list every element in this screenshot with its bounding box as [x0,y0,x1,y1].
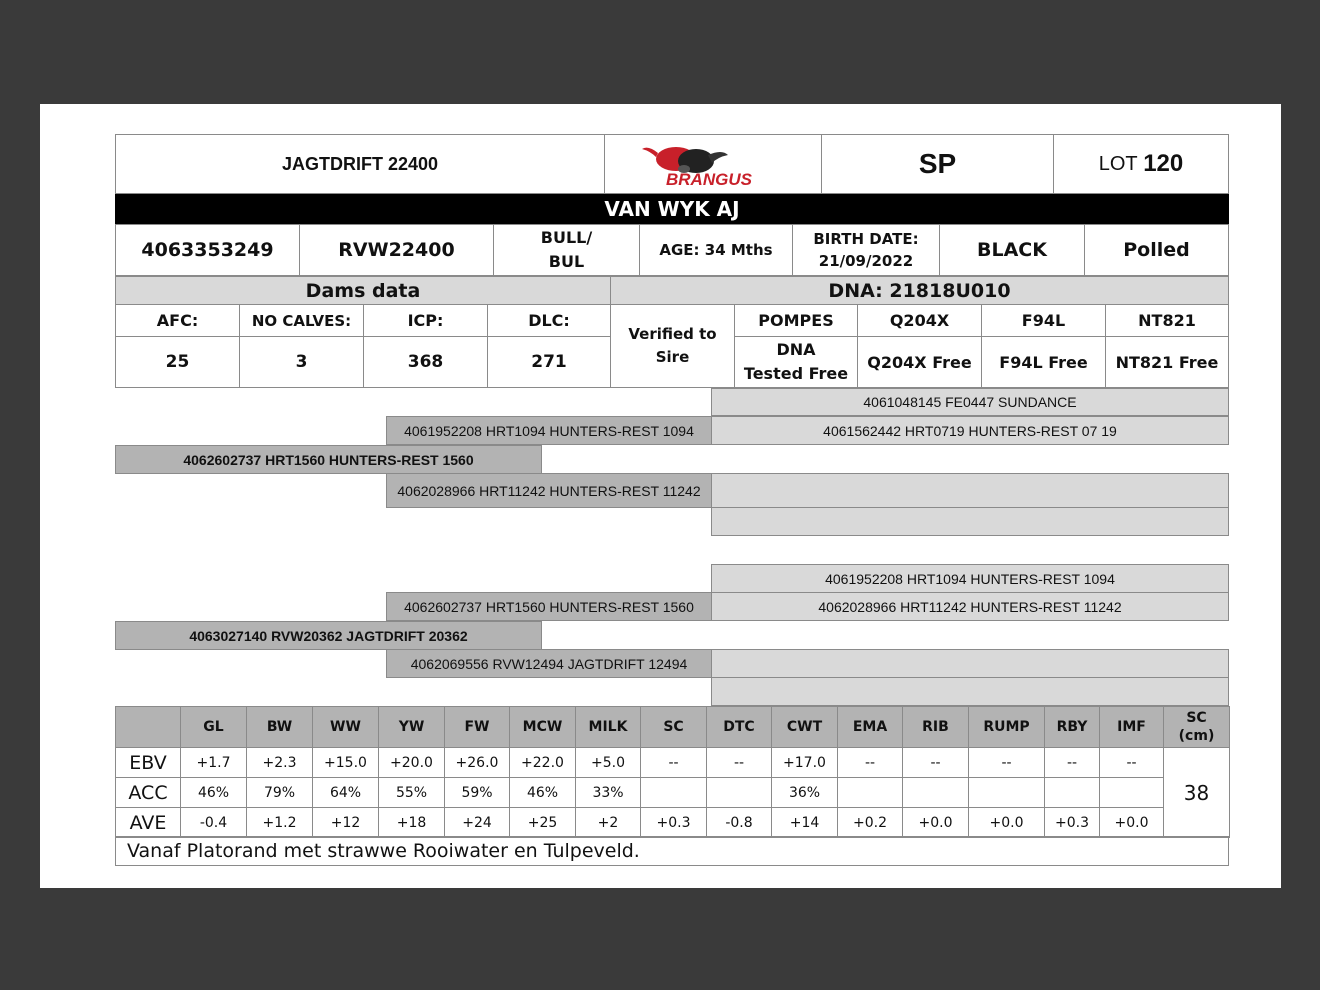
brangus-logo [604,134,822,194]
ebv-header-row [116,707,1230,748]
colour: BLACK [939,224,1085,276]
ebv-cell: +2.3 [247,748,313,778]
sex [493,224,640,276]
row-label: AVE [116,808,181,838]
verified-line1: Verified to [628,325,717,343]
ebv-header: SC [641,707,707,748]
row-label: ACC [116,778,181,808]
pedigree-sire: 4062602737 HRT1560 HUNTERS-REST 1560 [115,445,542,474]
ebv-header: RUMP [969,707,1045,748]
dlc-value: 271 [487,336,611,388]
ave-cell: +0.0 [903,808,969,838]
dlc-label: DLC: [487,304,611,337]
birth-date-label: BIRTH DATE: [813,230,919,248]
ebv-cell: -- [903,748,969,778]
ebv-cell: -- [707,748,772,778]
f94l-label: F94L [981,304,1106,337]
q204x-result: Q204X Free [857,336,982,388]
verified-to-sire [610,304,735,388]
horn-status: Polled [1084,224,1229,276]
f94l-result: F94L Free [981,336,1106,388]
birth-date [792,224,940,276]
acc-cell [707,778,772,808]
icp-label: ICP: [363,304,488,337]
ave-cell: +1.2 [247,808,313,838]
ave-cell: +18 [379,808,445,838]
row-label: EBV [116,748,181,778]
ebv-cell: -- [641,748,707,778]
class-code: SP [821,134,1054,194]
acc-cell [1100,778,1164,808]
pedigree-dam-dam-sire [711,649,1229,678]
acc-cell: 33% [576,778,641,808]
dna-title: DNA: 21818U010 [610,276,1229,305]
ebv-cell: +5.0 [576,748,641,778]
animal-name: JAGTDRIFT 22400 [115,134,605,194]
acc-cell: 55% [379,778,445,808]
pedigree-dam-sire: 4062602737 HRT1560 HUNTERS-REST 1560 [386,592,712,621]
pompes-label: POMPES [734,304,858,337]
ebv-cell: +22.0 [510,748,576,778]
ebv-cell: -- [969,748,1045,778]
ave-cell: -0.4 [181,808,247,838]
sc-header-line2: (cm) [1178,728,1215,744]
ebv-header: MILK [576,707,641,748]
ave-cell: +0.0 [1100,808,1164,838]
pedigree-dam-sire-sire: 4061952208 HRT1094 HUNTERS-REST 1094 [711,564,1229,593]
animal-id: 4063353249 [115,224,300,276]
lot-box [1053,134,1229,194]
ebv-header: RBY [1045,707,1100,748]
icp-value: 368 [363,336,488,388]
ebv-cell: +17.0 [772,748,838,778]
logo-text: BRANGUS [666,170,752,189]
ebv-corner [116,707,181,748]
acc-cell [903,778,969,808]
ave-cell: -0.8 [707,808,772,838]
no-calves-value: 3 [239,336,364,388]
registration-number: RVW22400 [299,224,494,276]
ebv-header: IMF [1100,707,1164,748]
acc-cell: 59% [445,778,510,808]
owner-bar: VAN WYK AJ [115,194,1229,224]
ebv-header: DTC [707,707,772,748]
sex-line1: BULL/ [540,228,593,247]
age: AGE: 34 Mths [639,224,793,276]
pedigree-dam-dam: 4062069556 RVW12494 JAGTDRIFT 12494 [386,649,712,678]
acc-cell: 36% [772,778,838,808]
pedigree-dam: 4063027140 RVW20362 JAGTDRIFT 20362 [115,621,542,650]
ave-cell: +0.2 [838,808,903,838]
nt821-label: NT821 [1105,304,1229,337]
bull-head-icon [638,139,788,189]
acc-cell [641,778,707,808]
ebv-table [115,706,1230,838]
lot-card [40,104,1281,888]
pedigree-dam-dam-dam [711,677,1229,706]
pompes-line1: DNA [776,340,816,359]
acc-cell: 46% [510,778,576,808]
acc-row [116,778,1230,808]
pedigree-sire-sire-dam: 4061562442 HRT0719 HUNTERS-REST 07 19 [711,416,1229,445]
sex-line2: BUL [548,252,585,271]
ebv-header: YW [379,707,445,748]
ebv-row [116,748,1230,778]
ave-cell: +24 [445,808,510,838]
acc-cell: 46% [181,778,247,808]
ebv-header: MCW [510,707,576,748]
pompes-line2: Tested Free [743,364,849,383]
ebv-header: GL [181,707,247,748]
pedigree-sire-dam: 4062028966 HRT11242 HUNTERS-REST 11242 [386,473,712,508]
pedigree-dam-sire-dam: 4062028966 HRT11242 HUNTERS-REST 11242 [711,592,1229,621]
ave-cell: +0.0 [969,808,1045,838]
ave-cell: +14 [772,808,838,838]
q204x-label: Q204X [857,304,982,337]
afc-value: 25 [115,336,240,388]
ave-cell: +0.3 [1045,808,1100,838]
pedigree-sire-dam-sire [711,473,1229,508]
acc-cell [1045,778,1100,808]
ebv-header: EMA [838,707,903,748]
ave-row [116,808,1230,838]
ebv-header: BW [247,707,313,748]
afc-label: AFC: [115,304,240,337]
sc-cm-header [1164,707,1230,748]
ebv-cell: +26.0 [445,748,510,778]
birth-date-value: 21/09/2022 [818,252,914,270]
lot-number: 120 [1143,150,1184,177]
ave-cell: +0.3 [641,808,707,838]
comment: Vanaf Platorand met strawwe Rooiwater en Tulpeveld. [115,836,1229,866]
lot-label: LOT [1098,152,1138,175]
ebv-cell: +20.0 [379,748,445,778]
acc-cell: 64% [313,778,379,808]
ave-cell: +2 [576,808,641,838]
ebv-header: RIB [903,707,969,748]
dams-data-title: Dams data [115,276,611,305]
ebv-header: WW [313,707,379,748]
ave-cell: +25 [510,808,576,838]
ebv-cell: +1.7 [181,748,247,778]
pedigree-sire-dam-dam [711,507,1229,536]
ebv-header: CWT [772,707,838,748]
ebv-cell: +15.0 [313,748,379,778]
sc-header-line1: SC [1186,710,1207,726]
ebv-cell: -- [1045,748,1100,778]
ebv-cell: -- [838,748,903,778]
pompes-result [734,336,858,388]
no-calves-label: NO CALVES: [239,304,364,337]
ebv-header: FW [445,707,510,748]
ebv-cell: -- [1100,748,1164,778]
sc-cm-value: 38 [1164,748,1230,838]
pedigree-sire-sire: 4061952208 HRT1094 HUNTERS-REST 1094 [386,416,712,445]
acc-cell [969,778,1045,808]
nt821-result: NT821 Free [1105,336,1229,388]
acc-cell: 79% [247,778,313,808]
pedigree-sire-sire-sire: 4061048145 FE0447 SUNDANCE [711,388,1229,416]
ave-cell: +12 [313,808,379,838]
acc-cell [838,778,903,808]
verified-line2: Sire [655,348,690,366]
